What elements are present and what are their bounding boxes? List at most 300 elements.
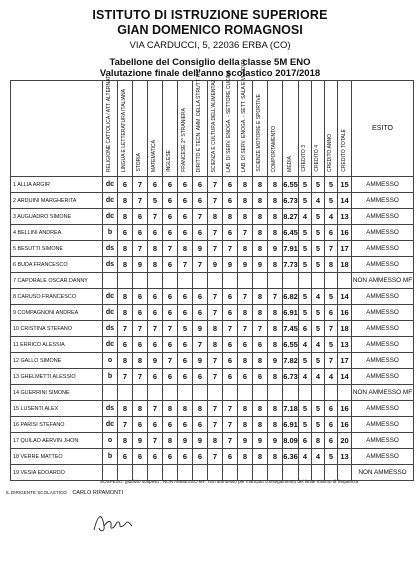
grade-cell: 8 bbox=[223, 209, 238, 225]
grade-cell: 6 bbox=[133, 305, 148, 321]
credit-total-cell: 18 bbox=[338, 321, 352, 337]
empty-cell bbox=[325, 273, 338, 289]
credit-3-cell: 5 bbox=[299, 225, 312, 241]
grade-cell: 6 bbox=[193, 177, 208, 193]
grade-cell: 6 bbox=[223, 449, 238, 465]
student-name: 13 GHELMETTI ALESSIO bbox=[11, 369, 103, 385]
grade-cell: 6 bbox=[163, 305, 178, 321]
grade-cell: 6 bbox=[193, 369, 208, 385]
col-header bbox=[163, 81, 178, 177]
grade-cell: 7 bbox=[223, 433, 238, 449]
grade-cell: 7 bbox=[208, 241, 223, 257]
empty-cell bbox=[283, 385, 299, 401]
grade-cell: 6 bbox=[178, 337, 193, 353]
empty-cell bbox=[238, 385, 253, 401]
credit-total-cell: 17 bbox=[338, 241, 352, 257]
outcome-cell: AMMESSO bbox=[352, 337, 414, 353]
student-name: 4 BELLINI ANDREA bbox=[11, 225, 103, 241]
average-cell: 6.82 bbox=[283, 289, 299, 305]
credit-3-cell: 4 bbox=[299, 449, 312, 465]
empty-cell bbox=[268, 385, 283, 401]
credit-4-cell: 5 bbox=[312, 305, 325, 321]
col-header-label: INGLESE bbox=[166, 150, 173, 172]
grade-cell: 7 bbox=[223, 417, 238, 433]
average-cell: 6.91 bbox=[283, 305, 299, 321]
credit-4-cell: 5 bbox=[312, 225, 325, 241]
grade-cell: 6 bbox=[193, 193, 208, 209]
col-header bbox=[238, 58, 253, 177]
grade-cell: 8 bbox=[253, 353, 268, 369]
grade-cell: 6 bbox=[148, 417, 163, 433]
credit-4-cell: 5 bbox=[312, 321, 325, 337]
student-row bbox=[11, 433, 414, 449]
student-name: 18 VERRE MATTEO bbox=[11, 449, 103, 465]
empty-cell bbox=[268, 273, 283, 289]
grade-cell: 7 bbox=[148, 401, 163, 417]
grade-cell: 6 bbox=[163, 289, 178, 305]
col-header bbox=[268, 81, 283, 177]
outcome-cell: AMMESSO bbox=[352, 401, 414, 417]
grade-cell: 9 bbox=[193, 433, 208, 449]
col-header bbox=[312, 81, 325, 177]
grade-cell: 8 bbox=[253, 225, 268, 241]
grade-cell: 6 bbox=[178, 193, 193, 209]
grade-cell: 6 bbox=[178, 305, 193, 321]
behavior-cell: 7 bbox=[268, 289, 283, 305]
grade-cell: 9 bbox=[208, 257, 223, 273]
credit-4-cell: 4 bbox=[312, 193, 325, 209]
credit-4-cell: 5 bbox=[312, 257, 325, 273]
grade-cell: 7 bbox=[208, 225, 223, 241]
student-name: 9 COMPAGNONI ANDREA bbox=[11, 305, 103, 321]
credit-year-cell: 7 bbox=[325, 241, 338, 257]
empty-cell bbox=[312, 273, 325, 289]
average-cell: 7.45 bbox=[283, 321, 299, 337]
credit-4-cell: 5 bbox=[312, 353, 325, 369]
col-header bbox=[148, 81, 163, 177]
outcome-cell: AMMESSO bbox=[352, 433, 414, 449]
credit-total-cell: 20 bbox=[338, 433, 352, 449]
school-title: ISTITUTO DI ISTRUZIONE SUPERIORE bbox=[92, 8, 328, 22]
grade-cell: 7 bbox=[223, 401, 238, 417]
student-row bbox=[11, 449, 414, 465]
grade-cell: 6 bbox=[223, 369, 238, 385]
grade-cell: 8 bbox=[253, 209, 268, 225]
grade-cell: 8 bbox=[118, 193, 133, 209]
grade-cell: 8 bbox=[193, 401, 208, 417]
student-row bbox=[11, 337, 414, 353]
grade-cell: 9 bbox=[193, 241, 208, 257]
grade-cell: 7 bbox=[238, 289, 253, 305]
credit-total-cell: 16 bbox=[338, 225, 352, 241]
grade-cell: 6 bbox=[148, 289, 163, 305]
credit-total-cell: 15 bbox=[338, 177, 352, 193]
outcome-cell: AMMESSO bbox=[352, 225, 414, 241]
average-cell: 8.27 bbox=[283, 209, 299, 225]
col-header-esito: ESITO bbox=[352, 81, 414, 177]
grade-cell: 8 bbox=[148, 241, 163, 257]
credit-3-cell: 5 bbox=[299, 257, 312, 273]
grade-cell: 6 bbox=[178, 417, 193, 433]
grade-cell: 6 bbox=[148, 337, 163, 353]
grade-cell: 6 bbox=[163, 225, 178, 241]
average-cell: 8.09 bbox=[283, 433, 299, 449]
grade-cell: 7 bbox=[163, 241, 178, 257]
grade-cell: 8 bbox=[238, 209, 253, 225]
grade-cell: 6 bbox=[178, 289, 193, 305]
grade-cell: 6 bbox=[223, 289, 238, 305]
grade-cell: 6 bbox=[193, 305, 208, 321]
credit-3-cell: 5 bbox=[299, 177, 312, 193]
student-row bbox=[11, 273, 414, 289]
average-cell: 7.18 bbox=[283, 401, 299, 417]
grade-cell: 6 bbox=[223, 353, 238, 369]
credit-year-cell: 5 bbox=[325, 177, 338, 193]
grade-cell: 7 bbox=[163, 353, 178, 369]
school-name: GIAN DOMENICO ROMAGNOSI bbox=[117, 23, 303, 37]
grade-cell: 9 bbox=[178, 433, 193, 449]
grade-cell: 8 bbox=[163, 433, 178, 449]
empty-cell bbox=[178, 273, 193, 289]
grade-cell: 8 bbox=[208, 433, 223, 449]
empty-cell bbox=[253, 385, 268, 401]
grade-cell: 7 bbox=[118, 321, 133, 337]
col-header-label: COMPORTAMENTO bbox=[271, 125, 278, 172]
credit-year-cell: 4 bbox=[325, 209, 338, 225]
outcome-cell: NON AMMESSO MF bbox=[352, 385, 414, 401]
grade-cell: 6 bbox=[178, 449, 193, 465]
grade-cell: 8 bbox=[118, 241, 133, 257]
student-name: 12 GALLO SIMONE bbox=[11, 353, 103, 369]
grade-cell: 8 bbox=[253, 177, 268, 193]
credit-total-cell: 16 bbox=[338, 417, 352, 433]
grade-cell: 8 bbox=[133, 401, 148, 417]
grade-cell: 6 bbox=[178, 225, 193, 241]
student-name: 10 CRISTINA STEFANO bbox=[11, 321, 103, 337]
grade-cell: 6 bbox=[178, 369, 193, 385]
outcome-cell: AMMESSO bbox=[352, 289, 414, 305]
grade-cell: 6 bbox=[178, 209, 193, 225]
grade-cell: 6 bbox=[193, 289, 208, 305]
student-name: 6 BUDA FRANCESCO bbox=[11, 257, 103, 273]
credit-3-cell: 4 bbox=[299, 369, 312, 385]
grade-cell: 9 bbox=[253, 433, 268, 449]
credit-total-cell: 14 bbox=[338, 193, 352, 209]
outcome-cell: AMMESSO bbox=[352, 353, 414, 369]
empty-cell bbox=[118, 273, 133, 289]
grade-cell: 6 bbox=[118, 177, 133, 193]
religion-cell bbox=[103, 385, 118, 401]
grade-cell: 8 bbox=[118, 401, 133, 417]
grade-cell: 9 bbox=[148, 353, 163, 369]
name-header bbox=[11, 81, 103, 177]
grade-cell: 8 bbox=[178, 401, 193, 417]
empty-cell bbox=[208, 385, 223, 401]
grade-cell: 7 bbox=[193, 337, 208, 353]
grade-cell: 6 bbox=[163, 449, 178, 465]
religion-cell: dc bbox=[103, 337, 118, 353]
credit-4-cell: 4 bbox=[312, 449, 325, 465]
header-row bbox=[11, 81, 414, 177]
credit-year-cell: 4 bbox=[325, 369, 338, 385]
behavior-cell: 8 bbox=[268, 369, 283, 385]
empty-cell bbox=[193, 273, 208, 289]
outcome-cell: AMMESSO bbox=[352, 321, 414, 337]
empty-cell bbox=[133, 385, 148, 401]
grade-cell: 6 bbox=[163, 177, 178, 193]
empty-cell bbox=[148, 385, 163, 401]
grade-cell: 8 bbox=[238, 193, 253, 209]
grade-cell: 9 bbox=[133, 433, 148, 449]
grade-cell: 6 bbox=[163, 417, 178, 433]
grade-cell: 6 bbox=[193, 449, 208, 465]
grade-cell: 6 bbox=[163, 337, 178, 353]
religion-cell: ds bbox=[103, 241, 118, 257]
religion-cell: o bbox=[103, 433, 118, 449]
grade-cell: 7 bbox=[208, 193, 223, 209]
credit-3-cell: 6 bbox=[299, 321, 312, 337]
credit-total-cell: 13 bbox=[338, 209, 352, 225]
student-row bbox=[11, 241, 414, 257]
religion-cell: ds bbox=[103, 257, 118, 273]
grade-cell: 6 bbox=[133, 209, 148, 225]
grade-cell: 6 bbox=[193, 417, 208, 433]
grade-cell: 7 bbox=[133, 193, 148, 209]
grade-cell: 7 bbox=[208, 305, 223, 321]
principal-name: CARLO RIPAMONTI bbox=[72, 490, 124, 496]
grade-cell: 8 bbox=[253, 401, 268, 417]
student-row bbox=[11, 385, 414, 401]
student-name: 16 PARISI STEFANO bbox=[11, 417, 103, 433]
average-cell: 6.73 bbox=[283, 369, 299, 385]
credit-3-cell: 5 bbox=[299, 241, 312, 257]
grade-cell: 8 bbox=[238, 353, 253, 369]
grade-cell: 8 bbox=[238, 401, 253, 417]
col-header bbox=[299, 81, 312, 177]
grade-cell: 6 bbox=[118, 225, 133, 241]
grade-cell: 6 bbox=[223, 337, 238, 353]
footnote: SOSPESO: giudizio sospeso ; NON AMMESSO MF: non ammesso per mancato conseguimento del limite minimo di frequenza bbox=[100, 479, 359, 484]
grade-cell: 8 bbox=[118, 353, 133, 369]
col-header bbox=[223, 69, 238, 177]
grade-cell: 6 bbox=[148, 449, 163, 465]
credit-year-cell: 8 bbox=[325, 257, 338, 273]
outcome-cell: NON AMMESSO MF bbox=[352, 273, 414, 289]
student-name: 5 BESUTTI SIMONE bbox=[11, 241, 103, 257]
empty-cell bbox=[283, 273, 299, 289]
grade-cell: 6 bbox=[223, 225, 238, 241]
credit-3-cell: 5 bbox=[299, 193, 312, 209]
grade-cell: 6 bbox=[178, 177, 193, 193]
signature-block bbox=[6, 490, 123, 496]
grade-cell: 8 bbox=[238, 241, 253, 257]
average-cell: 7.82 bbox=[283, 353, 299, 369]
outcome-cell: AMMESSO bbox=[352, 193, 414, 209]
student-row bbox=[11, 209, 414, 225]
col-header-label: LAB. DI SERV. ENOGA. - SETTORE CUCINA bbox=[226, 69, 233, 172]
col-header bbox=[283, 81, 299, 177]
grade-cell: 6 bbox=[238, 337, 253, 353]
grade-cell: 7 bbox=[238, 321, 253, 337]
grade-cell: 8 bbox=[253, 289, 268, 305]
grade-cell: 8 bbox=[238, 177, 253, 193]
credit-3-cell: 5 bbox=[299, 417, 312, 433]
grade-cell: 7 bbox=[133, 177, 148, 193]
credit-4-cell: 4 bbox=[312, 337, 325, 353]
grade-cell: 7 bbox=[253, 321, 268, 337]
behavior-cell: 8 bbox=[268, 401, 283, 417]
grade-cell: 8 bbox=[238, 449, 253, 465]
col-header-label: CREDITO 4 bbox=[314, 145, 321, 172]
col-header bbox=[118, 81, 133, 177]
grade-cell: 8 bbox=[148, 257, 163, 273]
empty-cell bbox=[223, 273, 238, 289]
grade-cell: 7 bbox=[208, 417, 223, 433]
grade-cell: 6 bbox=[238, 369, 253, 385]
credit-total-cell: 16 bbox=[338, 401, 352, 417]
outcome-cell: AMMESSO bbox=[352, 257, 414, 273]
credit-year-cell: 6 bbox=[325, 401, 338, 417]
grade-cell: 6 bbox=[133, 417, 148, 433]
grade-cell: 7 bbox=[208, 177, 223, 193]
credit-year-cell: 7 bbox=[325, 321, 338, 337]
average-cell: 6.55 bbox=[283, 337, 299, 353]
grade-cell: 8 bbox=[208, 321, 223, 337]
student-name: 14 GUERRINI SIMONE bbox=[11, 385, 103, 401]
religion-cell: b bbox=[103, 449, 118, 465]
grade-cell: 8 bbox=[238, 417, 253, 433]
grade-cell: 5 bbox=[148, 193, 163, 209]
grade-cell: 6 bbox=[133, 289, 148, 305]
empty-cell bbox=[312, 385, 325, 401]
credit-4-cell: 5 bbox=[312, 241, 325, 257]
credit-3-cell: 6 bbox=[299, 433, 312, 449]
grade-cell: 7 bbox=[118, 369, 133, 385]
credit-total-cell: 14 bbox=[338, 369, 352, 385]
credit-4-cell: 4 bbox=[312, 289, 325, 305]
grade-cell: 8 bbox=[118, 433, 133, 449]
grade-cell: 6 bbox=[223, 305, 238, 321]
behavior-cell: 8 bbox=[268, 209, 283, 225]
col-header bbox=[208, 77, 223, 177]
col-header-label: CREDITO TOTALE bbox=[340, 129, 347, 172]
grade-cell: 7 bbox=[148, 321, 163, 337]
grade-cell: 8 bbox=[238, 305, 253, 321]
grade-cell: 7 bbox=[133, 369, 148, 385]
outcome-cell: AMMESSO bbox=[352, 209, 414, 225]
empty-cell bbox=[193, 385, 208, 401]
empty-cell bbox=[208, 273, 223, 289]
empty-cell bbox=[299, 273, 312, 289]
col-header-label: STORIA bbox=[136, 153, 143, 172]
col-header-label: LAB. DI SERV. ENOGA. - SETT. SALA E VENDITA bbox=[241, 58, 248, 172]
grade-cell: 7 bbox=[208, 401, 223, 417]
student-row bbox=[11, 401, 414, 417]
outcome-cell: AMMESSO bbox=[352, 177, 414, 193]
credit-total-cell: 13 bbox=[338, 337, 352, 353]
grade-cell: 7 bbox=[133, 321, 148, 337]
grade-cell: 7 bbox=[208, 449, 223, 465]
credit-total-cell: 17 bbox=[338, 353, 352, 369]
grade-cell: 9 bbox=[238, 257, 253, 273]
student-row bbox=[11, 417, 414, 433]
religion-cell: o bbox=[103, 353, 118, 369]
behavior-cell: 8 bbox=[268, 225, 283, 241]
grade-cell: 6 bbox=[253, 369, 268, 385]
credit-total-cell: 18 bbox=[338, 257, 352, 273]
grade-cell: 6 bbox=[118, 449, 133, 465]
credit-year-cell: 7 bbox=[325, 353, 338, 369]
grade-cell: 7 bbox=[118, 417, 133, 433]
grade-cell: 6 bbox=[133, 337, 148, 353]
grade-cell: 7 bbox=[148, 433, 163, 449]
grade-cell: 6 bbox=[148, 177, 163, 193]
student-name: 11 ERRICO ALESSIA bbox=[11, 337, 103, 353]
col-header-label: DIRITTO E TECN. AMM. DELLA STRUTT. RIC. bbox=[196, 66, 203, 172]
behavior-cell: 8 bbox=[268, 321, 283, 337]
religion-cell: dc bbox=[103, 177, 118, 193]
outcome-cell: AMMESSO bbox=[352, 449, 414, 465]
credit-4-cell: 4 bbox=[312, 369, 325, 385]
grade-cell: 8 bbox=[118, 209, 133, 225]
grade-cell: 6 bbox=[148, 305, 163, 321]
religion-cell: dc bbox=[103, 305, 118, 321]
col-header-label: SCIENZA E CULTURA DELL'ALIMENTAZ. bbox=[211, 77, 218, 172]
empty-cell bbox=[133, 273, 148, 289]
grade-cell: 9 bbox=[223, 257, 238, 273]
empty-cell bbox=[338, 273, 352, 289]
school-address: VIA CARDUCCI, 5, 22036 ERBA (CO) bbox=[129, 40, 291, 51]
empty-cell bbox=[238, 273, 253, 289]
grade-cell: 6 bbox=[118, 337, 133, 353]
col-header bbox=[325, 81, 338, 177]
average-cell: 6.73 bbox=[283, 193, 299, 209]
credit-3-cell: 4 bbox=[299, 337, 312, 353]
student-name: 1 ALLIA ARGIR bbox=[11, 177, 103, 193]
credit-year-cell: 6 bbox=[325, 305, 338, 321]
credit-3-cell: 5 bbox=[299, 305, 312, 321]
grade-cell: 8 bbox=[253, 193, 268, 209]
empty-cell bbox=[338, 385, 352, 401]
student-name: 8 CARUSO FRANCESCO bbox=[11, 289, 103, 305]
grade-cell: 9 bbox=[133, 257, 148, 273]
student-name: 3 AUGUADRO SIMONE bbox=[11, 209, 103, 225]
behavior-cell: 9 bbox=[268, 353, 283, 369]
handwritten-signature bbox=[90, 508, 135, 536]
student-name: 15 LUSENTI ALEX bbox=[11, 401, 103, 417]
grade-cell: 8 bbox=[178, 241, 193, 257]
empty-cell bbox=[148, 273, 163, 289]
empty-cell bbox=[299, 385, 312, 401]
grade-cell: 6 bbox=[148, 369, 163, 385]
average-cell: 7.73 bbox=[283, 257, 299, 273]
col-header bbox=[338, 81, 352, 177]
credit-4-cell: 5 bbox=[312, 177, 325, 193]
grade-cell: 6 bbox=[133, 225, 148, 241]
grade-cell: 7 bbox=[208, 289, 223, 305]
grade-cell: 6 bbox=[193, 225, 208, 241]
credit-3-cell: 5 bbox=[299, 401, 312, 417]
empty-cell bbox=[325, 385, 338, 401]
empty-cell bbox=[163, 385, 178, 401]
col-header-label: LINGUA E LETTERATURA ITALIANA bbox=[121, 88, 128, 172]
grade-cell: 8 bbox=[118, 289, 133, 305]
behavior-cell: 8 bbox=[268, 257, 283, 273]
credit-4-cell: 5 bbox=[312, 417, 325, 433]
grade-cell: 8 bbox=[253, 241, 268, 257]
grade-cell: 8 bbox=[253, 449, 268, 465]
grade-cell: 6 bbox=[163, 193, 178, 209]
